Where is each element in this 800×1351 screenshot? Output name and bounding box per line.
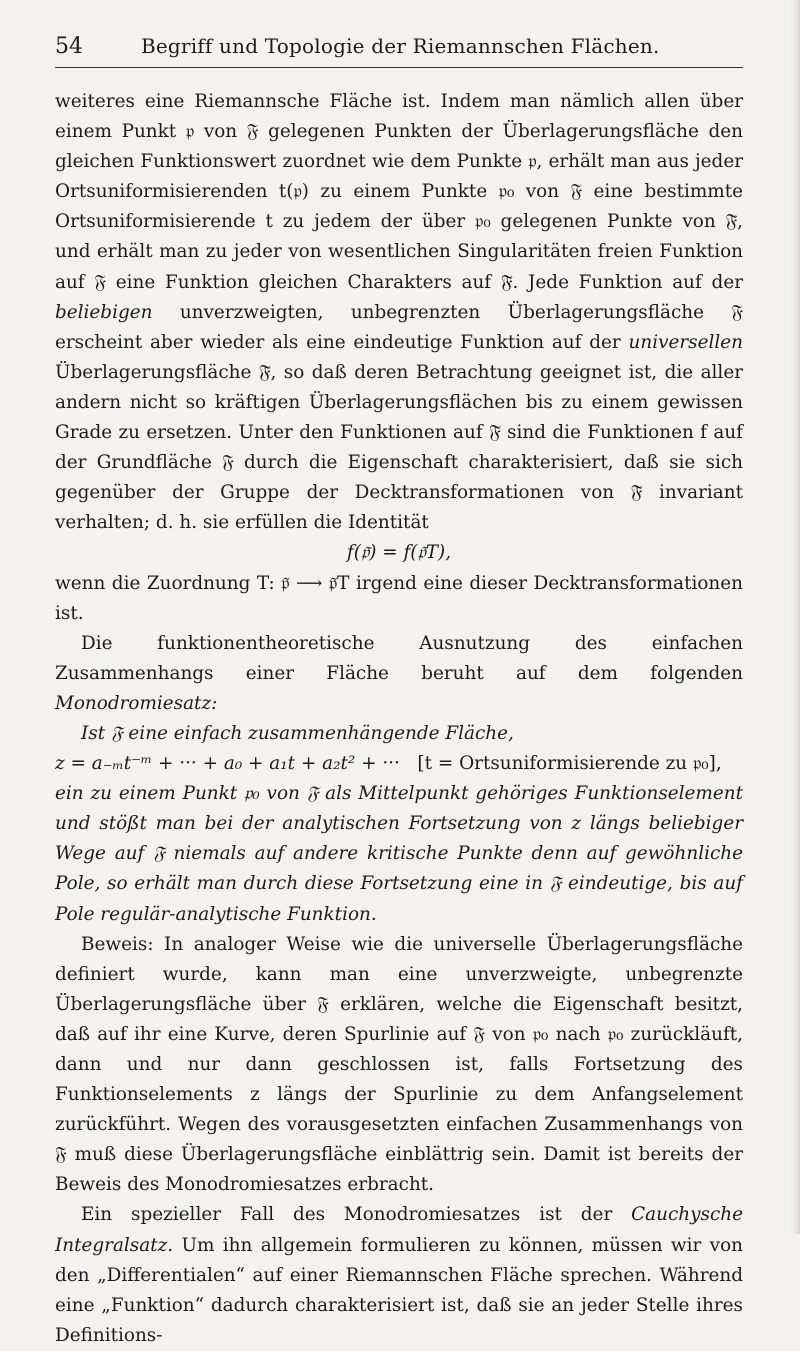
series-formula: z = a₋ₘt⁻ᵐ + ··· + a₀ + a₁t + a₂t² + ··· [t = Ortsuniformisierende zu 𝔭₀],: [55, 753, 722, 775]
running-title: Begriff und Topologie der Riemannschen Flächen.: [141, 34, 660, 58]
page-edge-shadow: [790, 0, 800, 1234]
body-text: [55, 87, 743, 1351]
emphasis-cauchy: Cauchysche Integralsatz.: [55, 1204, 743, 1256]
page-number: 54: [55, 34, 83, 59]
emphasis-beliebigen: beliebigen: [55, 301, 153, 323]
proof-paragraph: Beweis: In analoger Weise wie die universelle Überlagerungsfläche definiert wurde, kann man eine unverzweigte, unbegrenzte Überlagerungsfläche über 𝔉 erklären, welche die Eigenschaft besitzt, daß auf ihr eine Kurve, deren Spurlinie auf 𝔉 von 𝔭₀ nach 𝔭₀ zurückläuft, dann und nur dann geschlossen ist, falls Fortsetzung des Funktionselements z längs der Spurlinie zu dem Anfangselement zurückführt. Wegen des vorausgesetzten einfachen Zusammenhangs von 𝔉 muß diese Überlagerungsfläche einblättrig sein. Damit ist bereits der Beweis des Monodromiesatzes erbracht.: [55, 933, 743, 1196]
paragraph-2: wenn die Zuordnung T: 𝔭̃ ⟶ 𝔭̃T irgend eine dieser Decktransformationen ist.: [55, 572, 743, 624]
identity-formula: f(𝔭̃) = f(𝔭̃T),: [346, 542, 452, 564]
emphasis-universellen: universellen: [628, 331, 743, 353]
paragraph-5: Ein spezieller Fall des Monodromiesatzes ist der Cauchysche Integralsatz. Um ihn allgemein formulieren zu können, müssen wir von den „Differentialen“ auf einer Riemannschen Fläche sprechen. Während eine „Funktion“ dadurch charakterisiert ist, daß sie an jeder Stelle ihres Definitions-: [55, 1204, 743, 1346]
theorem-head: Ist 𝔉 eine einfach zusammenhängende Fläche,: [81, 722, 514, 744]
header-rule: [55, 67, 743, 68]
paragraph-3: Die funktionentheoretische Ausnutzung des einfachen Zusammenhangs einer Fläche beruht auf dem folgenden Monodromiesatz:: [55, 632, 743, 714]
running-header: [55, 34, 735, 59]
emphasis-monodromiesatz: Monodromiesatz:: [55, 692, 218, 714]
paragraph-1: weiteres eine Riemannsche Fläche ist. Indem man nämlich allen über einem Punkt 𝔭 von 𝔉 gelegenen Punkten der Überlagerungsfläche den gleichen Funktionswert zuordnet wie dem Punkte 𝔭, erhält man aus jeder Ortsuniformisierenden t(𝔭) zu einem Punkte 𝔭₀ von 𝔉 eine bestimmte Ortsuniformisierende t zu jedem der über 𝔭₀ gelegenen Punkte von 𝔉̃, und erhält man zu jeder von wesentlichen Singularitäten freien Funktion auf 𝔉 eine Funktion gleichen Charakters auf 𝔉̃. Jede Funktion auf der beliebigen unverzweigten, unbegrenzten Überlagerungsfläche 𝔉 erscheint aber wieder als eine eindeutige Funktion auf der universellen Überlagerungsfläche 𝔉̃, so daß deren Betrachtung geeignet ist, die aller andern nicht so kräftigen Überlagerungsflächen bis zu einem gewissen Grade zu ersetzen. Unter den Funktionen auf 𝔉̃ sind die Funktionen f auf der Grundfläche 𝔉 durch die Eigenschaft charakterisiert, daß sie sich gegenüber der Gruppe der Decktransformationen von 𝔉̃ invariant verhalten; d. h. sie erfüllen die Identität: [55, 91, 743, 534]
theorem-body: ein zu einem Punkt 𝔭₀ von 𝔉 als Mittelpunkt gehöriges Funktionselement und stößt man bei der analytischen Fortsetzung von z längs beliebiger Wege auf 𝔉 niemals auf andere kritische Punkte denn auf gewöhnliche Pole, so erhält man durch diese Fortsetzung eine in 𝔉 eindeutige, bis auf Pole regulär-analytische Funktion.: [55, 783, 743, 925]
series-note: [t = Ortsuniformisierende zu 𝔭₀],: [417, 753, 722, 775]
